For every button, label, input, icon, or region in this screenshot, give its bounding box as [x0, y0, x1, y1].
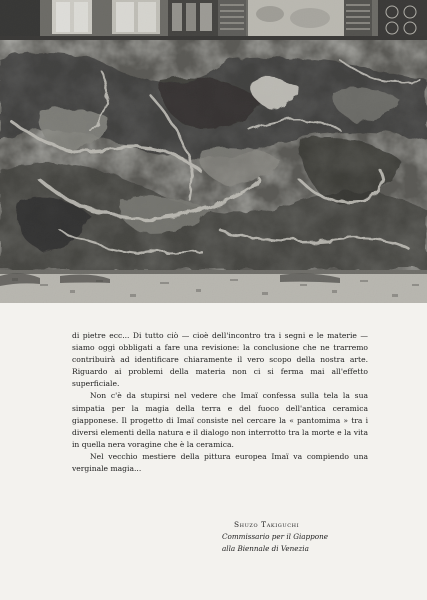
author-event: alla Biennale di Venezia: [222, 543, 309, 553]
paragraph-1: di pietre ecc... Di tutto ciò — cioè dell'incontro tra i segni e le materie — siamo oggi obbligati a fare una revisione: la conclusione che ne trarremo contribuirà ad identificare chiaramente il vero scopo della nostra arte. Riguardo ai problemi della materia non ci si ferma mai all'effetto superficiale.: [72, 331, 368, 389]
article-text: [72, 330, 368, 475]
paragraph-2: Non c'è da stupirsi nel vedere che Imaï confessa sulla tela la sua simpatia per la magia della terra e del fuoco dell'antica ceramica giapponese. Il progetto di Imaï consiste nel cercare la « pantomima » tra i diversi elementi della natura e il dialogo non interrotto tra la morte e la vita in quella nera voragine che è la ceramica.: [72, 391, 368, 449]
author-role: Commissario per il Giappone: [222, 532, 328, 541]
signature-block: [222, 519, 372, 554]
paragraph-3: Nel vecchio mestiere della pittura europea Imaï va compiendo una verginale magia...: [72, 451, 368, 474]
author-name: Shuzo Takiguchi: [234, 520, 300, 529]
